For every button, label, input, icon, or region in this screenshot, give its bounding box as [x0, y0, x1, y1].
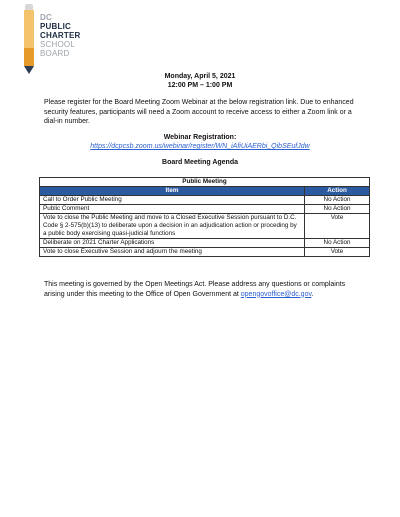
- agenda-item: Vote to close Executive Session and adjourn the meeting: [40, 248, 305, 257]
- column-header-action: Action: [305, 187, 370, 196]
- agenda-item: Public Comment: [40, 205, 305, 214]
- table-row: [40, 196, 370, 205]
- agenda-caption-row: [40, 178, 370, 187]
- logo-wordmark: [40, 13, 81, 58]
- footer-text: This meeting is governed by the Open Meetings Act. Please address any questions or complaints arising under this meeting to the Office of Open Government at: [44, 281, 346, 298]
- logo-line-board: BOARD: [40, 49, 70, 58]
- logo-line-school: SCHOOL: [40, 40, 75, 49]
- table-row: [40, 214, 370, 239]
- agenda-title: Board Meeting Agenda: [162, 159, 238, 166]
- meeting-header: [0, 72, 400, 90]
- table-row: [40, 248, 370, 257]
- column-header-item: Item: [40, 187, 305, 196]
- logo-line-dc: DC: [40, 13, 52, 22]
- agenda-header-row: [40, 187, 370, 196]
- intro-paragraph: Please register for the Board Meeting Zoom Webinar at the below registration link. Due to enhanced security features, participants will need a Zoom account to receive access to either a Zoom link or a dial-in number.: [44, 99, 354, 125]
- agenda-action: No Action: [305, 239, 370, 248]
- webinar-registration-link[interactable]: https://dcpcsb.zoom.us/webinar/register/WN_iAfiUiAERbi_QibSEufJdw: [90, 143, 310, 150]
- logo-line-charter: CHARTER: [40, 31, 81, 40]
- pencil-icon: [24, 10, 34, 68]
- footer-paragraph: [44, 280, 366, 299]
- agenda-action: No Action: [305, 196, 370, 205]
- footer-period: .: [311, 290, 314, 298]
- table-row: [40, 205, 370, 214]
- agenda-action: No Action: [305, 205, 370, 214]
- table-row: [40, 239, 370, 248]
- agenda-table: [39, 177, 370, 257]
- dc-pcsb-logo: [24, 10, 104, 68]
- agenda-item: Vote to close the Public Meeting and move to a Closed Executive Session pursuant to D.C. Code § 2-575(b)(13) to deliberate upon a decision in an adjudication action or proceding by a public body exercising quasi-judicial functions: [40, 214, 305, 239]
- agenda-caption: Public Meeting: [40, 178, 370, 187]
- agenda-item: Call to Order Public Meeting: [40, 196, 305, 205]
- agenda-action: Vote: [305, 248, 370, 257]
- contact-email-link[interactable]: opengovoffice@dc.gov: [240, 290, 312, 298]
- meeting-time: 12:00 PM – 1:00 PM: [167, 82, 233, 89]
- webinar-registration-label: Webinar Registration:: [163, 134, 237, 141]
- agenda-action: Vote: [305, 214, 370, 239]
- meeting-date: Monday, April 5, 2021: [164, 73, 236, 80]
- logo-line-public: PUBLIC: [40, 22, 71, 31]
- agenda-item: Deliberate on 2021 Charter Applications: [40, 239, 305, 248]
